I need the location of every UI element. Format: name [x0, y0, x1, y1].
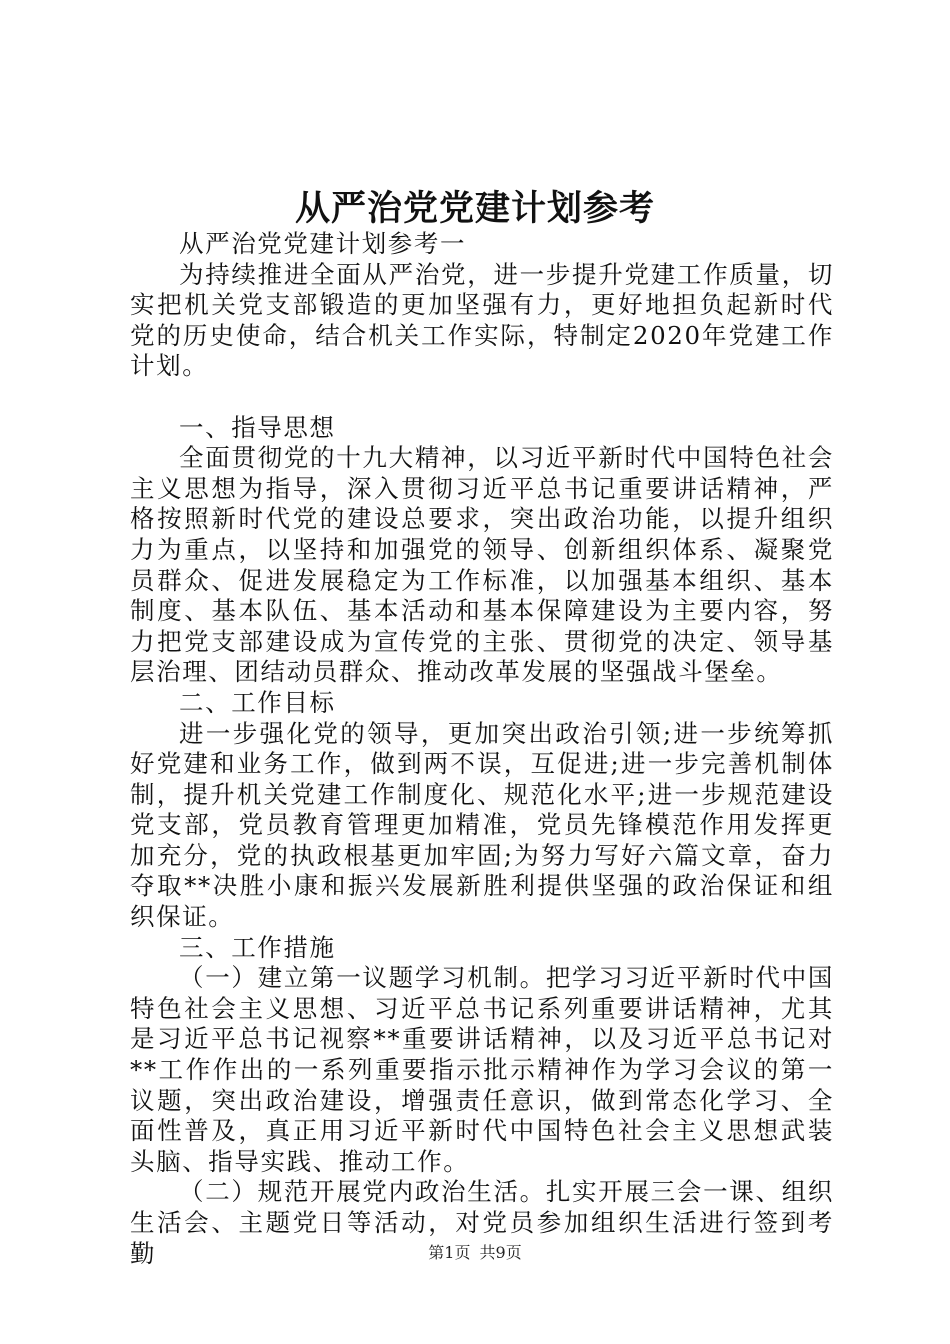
section-heading-guiding-thought: 一、指导思想 — [179, 412, 336, 442]
page-footer — [0, 1243, 950, 1263]
document-body — [130, 229, 834, 1269]
paragraph-work-goals: 进一步强化党的领导，更加突出政治引领;进一步统筹抓好党建和业务工作，做到两不误，互促进;进一步完善机制体制，提升机关党建工作制度化、规范化水平;进一步规范建设党支部，党员教育管理更加精准，党员先锋模范作用发挥更加充分，党的执政根基更加牢固;为努力写好六篇文章，奋力夺取**决胜小康和振兴发展新胜利提供坚强的政治保证和组织保证。 — [130, 718, 834, 932]
document-subtitle: 从严治党党建计划参考一 — [179, 229, 467, 258]
paragraph-guiding-thought: 全面贯彻党的十九大精神，以习近平新时代中国特色社会主义思想为指导，深入贯彻习近平总书记重要讲话精神，严格按照新时代党的建设总要求，突出政治功能，以提升组织力为重点，以坚持和加强党的领导、创新组织体系、凝聚党员群众、促进发展稳定为工作标准，以加强基本组织、基本制度、基本队伍、基本活动和基本保障建设为主要内容，努力把党支部建设成为宣传党的主张、贯彻党的决定、领导基层治理、团结动员群众、推动改革发展的坚强战斗堡垒。 — [130, 443, 834, 687]
page-total: 共9页 — [479, 1243, 522, 1262]
paragraph-measure-2: （二）规范开展党内政治生活。扎实开展三会一课、组织生活会、主题党日等活动，对党员参加组织生活进行签到考勤 — [130, 1177, 834, 1268]
intro-paragraph: 为持续推进全面从严治党，进一步提升党建工作质量，切实把机关党支部锻造的更加坚强有力，更好地担负起新时代党的历史使命，结合机关工作实际，特制定2020年党建工作计划。 — [130, 259, 834, 381]
page-number: 第1页 — [428, 1243, 471, 1262]
section-heading-work-goals: 二、工作目标 — [179, 687, 336, 717]
paragraph-measure-1: （一）建立第一议题学习机制。把学习习近平新时代中国特色社会主义思想、习近平总书记系列重要讲话精神，尤其是习近平总书记视察**重要讲话精神，以及习近平总书记对**工作作出的一系列重要指示批示精神作为学习会议的第一议题，突出政治建设，增强责任意识，做到常态化学习、全面性普及，真正用习近平新时代中国特色社会主义思想武装头脑、指导实践、推动工作。 — [130, 963, 834, 1176]
document-title: 从严治党党建计划参考 — [294, 188, 655, 229]
section-heading-work-measures: 三、工作措施 — [179, 932, 336, 962]
